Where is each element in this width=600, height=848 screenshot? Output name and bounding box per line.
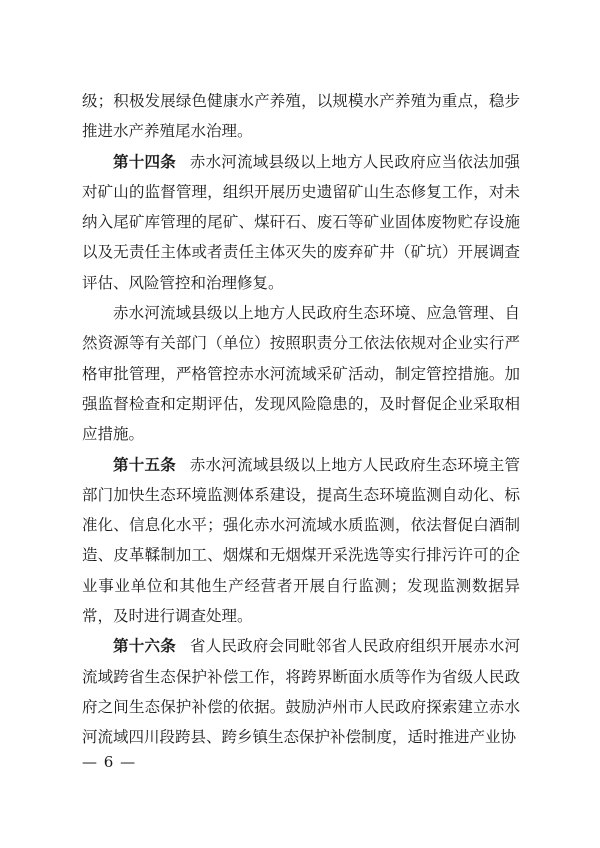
article-14-paragraph-2 [82, 298, 520, 449]
article-label: 第十六条 [113, 637, 176, 656]
article-16 [82, 631, 520, 752]
article-14 [82, 147, 520, 298]
paragraph-text: 赤水河流域县级以上地方人民政府生态环境、应急管理、自然资源等有关部门（单位）按照职责分工依法依规对企业实行严格审批管理，严格管控赤水河流域采矿活动，制定管控措施。加强监督检查和定期评估，发现风险隐患的，及时督促企业采取相应措施。 [82, 304, 520, 444]
paragraph-continuation [82, 86, 520, 147]
paragraph-text: 级；积极发展绿色健康水产养殖，以规模水产养殖为重点，稳步推进水产养殖尾水治理。 [82, 92, 520, 141]
paragraph-text: 省人民政府会同毗邻省人民政府组织开展赤水河流域跨省生态保护补偿工作，将跨界断面水质等作为省级人民政府之间生态保护补偿的依据。鼓励泸州市人民政府探索建立赤水河流域四川段跨县、跨乡镇生态保护补偿制度，适时推进产业协 [82, 637, 520, 747]
article-label: 第十五条 [113, 455, 176, 474]
paragraph-text: 赤水河流域县级以上地方人民政府生态环境主管部门加快生态环境监测体系建设，提高生态环境监测自动化、标准化、信息化水平；强化赤水河流域水质监测，依法督促白酒制造、皮革鞣制加工、烟煤和无烟煤开采洗选等实行排污许可的企业事业单位和其他生产经营者开展自行监测；发现监测数据异常，及时进行调查处理。 [82, 455, 520, 626]
article-label: 第十四条 [113, 152, 176, 171]
page-number: — 6 — [82, 753, 137, 771]
article-15 [82, 450, 520, 632]
paragraph-text: 赤水河流域县级以上地方人民政府应当依法加强对矿山的监督管理，组织开展历史遗留矿山生态修复工作，对未纳入尾矿库管理的尾矿、煤矸石、废石等矿业固体废物贮存设施以及无责任主体或者责任主体灭失的废弃矿井（矿坑）开展调查评估、风险管控和治理修复。 [82, 152, 520, 292]
document-body [82, 86, 520, 753]
